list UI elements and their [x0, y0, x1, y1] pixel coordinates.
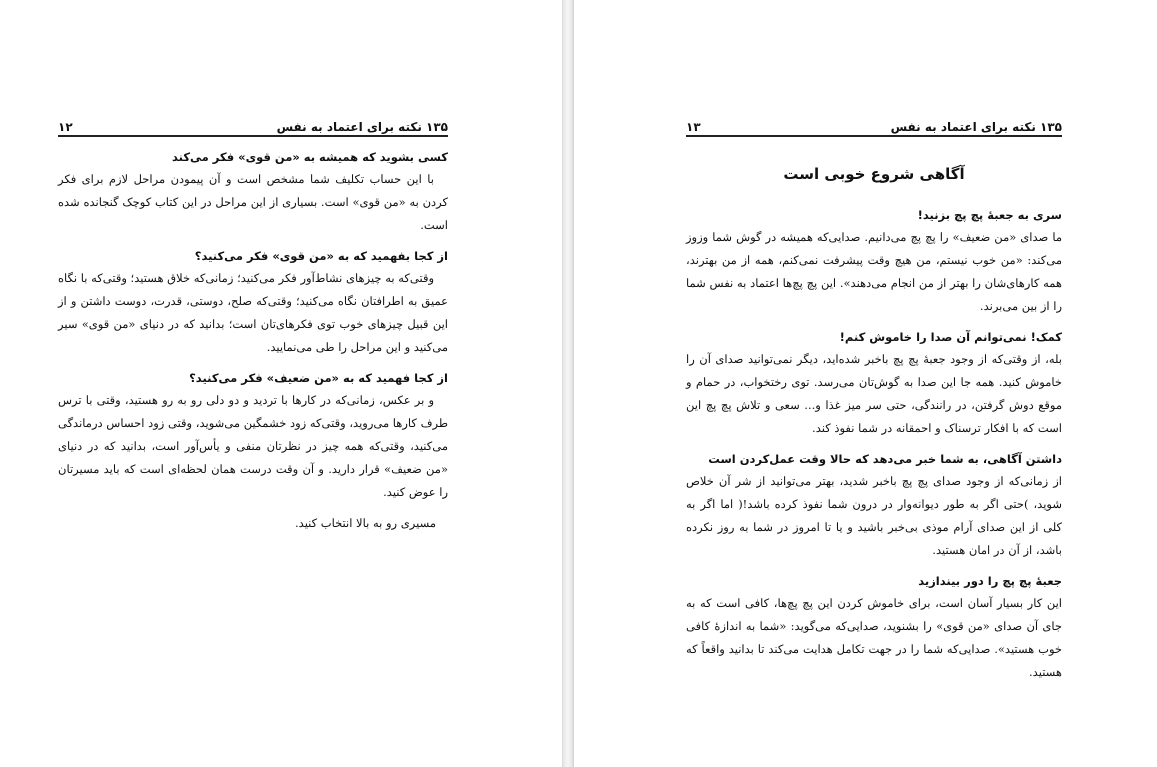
page-header — [686, 114, 1062, 137]
running-title: ۱۳۵ نکته برای اعتماد به نفس — [276, 120, 448, 134]
book-gutter — [562, 0, 574, 767]
paragraph: از زمانی‌که از وجود صدای پچ پچ باخبر شدید، بهتر می‌توانید از شر آن خلاص شوید، )حتی اگر به طور دیوانه‌وار در درون شما نفوذ کرده باشد!( اما اگر به کلی از این صدای آرام موذی بی‌خبر باشید و یا تا امروز در شما به روز نکرده باشد، از آن در امان هستید. — [686, 474, 1062, 557]
section-heading: کمک! نمی‌توانم آن صدا را خاموش کنم! — [839, 330, 1062, 344]
chapter-title: آگاهی شروع خوبی است — [783, 165, 965, 183]
page-header — [58, 114, 448, 137]
section-heading: جعبهٔ پچ پچ را دور بیندازید — [918, 574, 1062, 588]
section-heading: کسی بشوید که همیشه به «من قوی» فکر می‌کند — [171, 150, 448, 164]
paragraph: بله، از وقتی‌که از وجود جعبهٔ پچ پچ باخبر شده‌اید، دیگر نمی‌توانید صدای آن را خاموش کنید. همه جا این صدا به گوش‌تان می‌رسد. توی رختخواب، در حمام و موقع دوش گرفتن، در رانندگی، حتی سر میز غذا و... سعی و تلاش پچ پچ این است که با افکار ترسناک و احمقانه در شما نفوذ کند. — [686, 352, 1062, 435]
page-number: ۱۲ — [58, 120, 73, 134]
paragraph: این کار بسیار آسان است، برای خاموش کردن این پچ پچ‌ها، کافی است که به جای آن صدای «من قوی» را بشنوید، صدایی‌که می‌گوید: «شما به اندازهٔ کافی خوب هستید». صدایی‌که شما را در جهت تکامل هدایت می‌کند تا بدانید واقعاً که هستید. — [686, 596, 1062, 679]
page-body — [686, 160, 1062, 692]
paragraph: وقتی‌که به چیزهای نشاط‌آور فکر می‌کنید؛ زمانی‌که خلاق هستید؛ وقتی‌که با نگاه عمیق به اطرافتان نگاه می‌کنید؛ وقتی‌که صلح، دوستی، قدرت، دوست داشتن و از این قبیل چیزهای خوب توی فکرهای‌تان است؛ بدانید که در دنیای «من قوی» سیر می‌کنید و این مراحل را طی می‌نمایید. — [58, 271, 448, 354]
page-number: ۱۳ — [686, 120, 701, 134]
paragraph: ما صدای «من ضعیف» را پچ پچ می‌دانیم. صدایی‌که همیشه در گوش شما وزوز می‌کند: «من خوب نیستم، من هیچ وقت پیشرفت نمی‌کنم، همه از من بهترند، همه کارهای‌شان را بهتر از من انجام می‌دهند». این پچ پچ‌ها اعتماد به نفس شما را از بین می‌برند. — [686, 230, 1062, 313]
page-body — [58, 146, 448, 535]
closing-line: مسیری رو به بالا انتخاب کنید. — [295, 516, 436, 530]
section-heading: از کجا فهمید که به «من ضعیف» فکر می‌کنید؟ — [189, 371, 448, 385]
left-page — [0, 0, 562, 767]
right-page — [574, 0, 1157, 767]
section-heading: داشتن آگاهی، به شما خبر می‌دهد که حالا وقت عمل‌کردن است — [708, 452, 1062, 466]
running-title: ۱۳۵ نکته برای اعتماد به نفس — [890, 120, 1062, 134]
section-heading: از کجا بفهمید که به «من قوی» فکر می‌کنید؟ — [194, 249, 448, 263]
paragraph: و بر عکس، زمانی‌که در کارها با تردید و دو دلی رو به رو هستید، وقتی با ترس طرف کارها می‌روید، وقتی‌که زود خشمگین می‌شوید، وقتی زود احساس درماندگی می‌کنید، وقتی‌که همه چیز در نظرتان منفی و یأس‌آور است، بدانید که در دنیای «من ضعیف» قرار دارید. و آن وقت درست همان لحظه‌ای است که باید مسیرتان را عوض کنید. — [58, 393, 448, 499]
section-heading: سری به جعبهٔ پچ پچ بزنید! — [917, 208, 1062, 222]
paragraph: با این حساب تکلیف شما مشخص است و آن پیمودن مراحل لازم برای فکر کردن به «من قوی» است. بسیاری از این مراحل در این کتاب کوچک گنجانده شده است. — [58, 172, 448, 232]
